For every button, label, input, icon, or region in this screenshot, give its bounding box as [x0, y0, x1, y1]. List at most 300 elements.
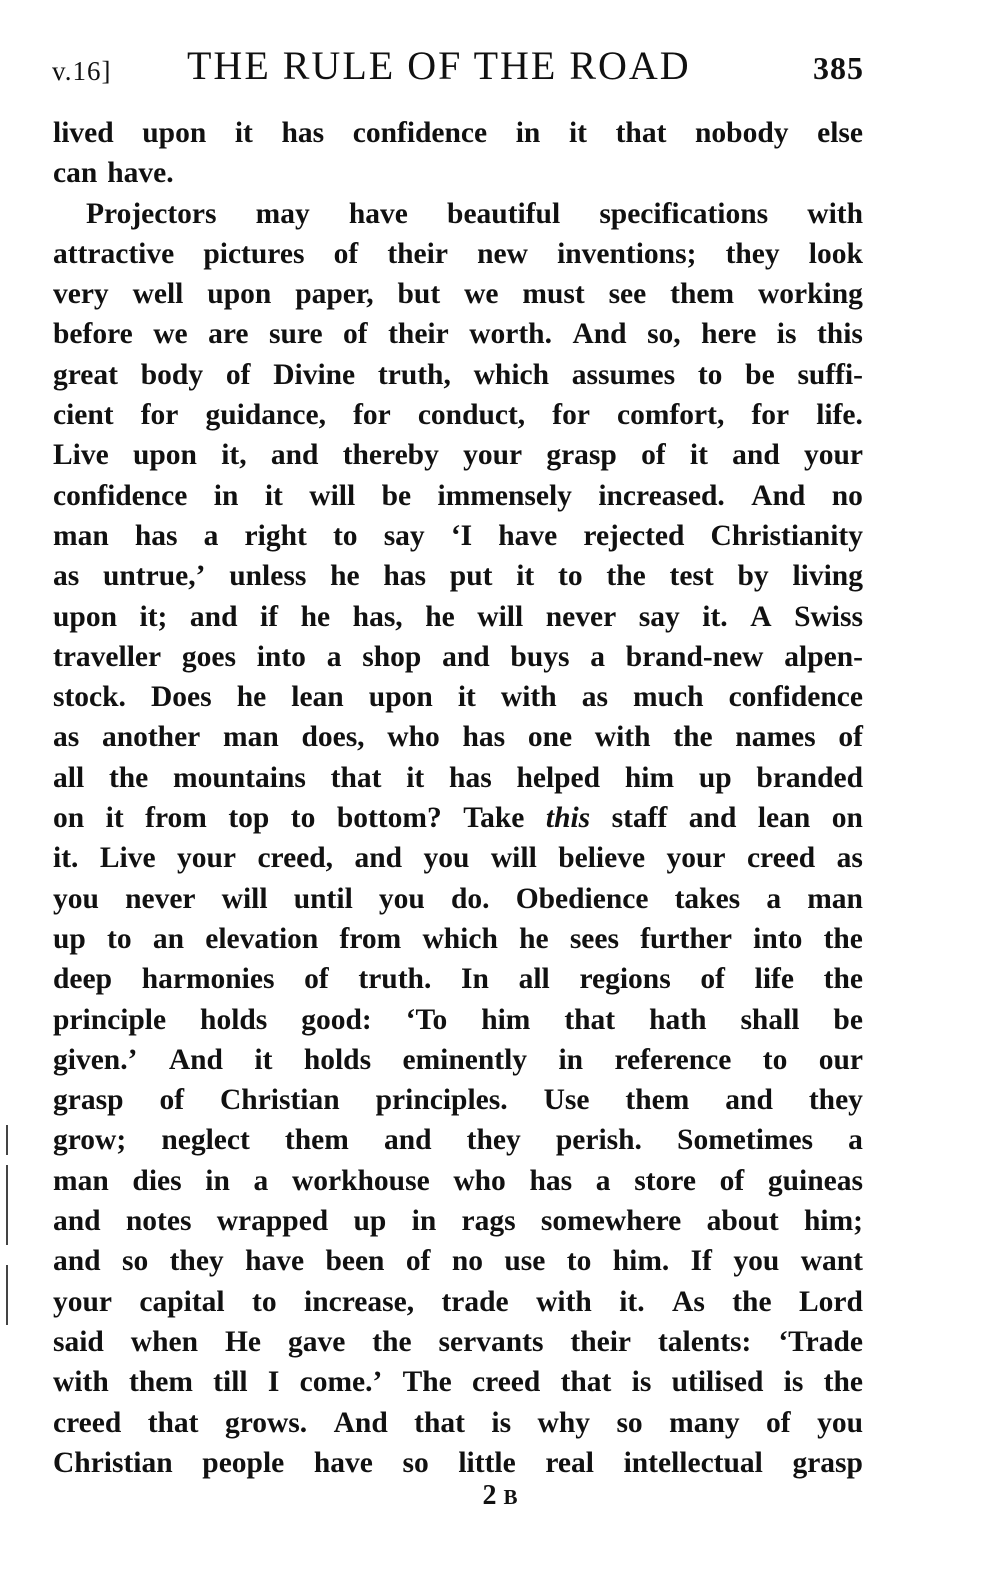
word: unless — [229, 560, 307, 593]
word: else — [817, 117, 863, 149]
word: said — [53, 1325, 104, 1358]
word: him; — [804, 1205, 863, 1238]
word: and — [53, 1205, 101, 1238]
word: say — [383, 519, 425, 552]
word: bottom? — [336, 802, 442, 835]
word: you — [378, 882, 425, 915]
word: and — [725, 1084, 773, 1117]
text-line — [53, 234, 863, 274]
word: increase, — [304, 1285, 415, 1318]
word: top — [228, 802, 270, 835]
word: have. — [107, 157, 174, 190]
word: the — [823, 963, 863, 996]
text-line — [53, 1161, 863, 1201]
word: I — [267, 1366, 280, 1399]
word: be — [381, 479, 412, 512]
word: is — [776, 318, 797, 351]
word: from — [145, 802, 207, 835]
word: confidence — [728, 681, 863, 714]
word: will — [490, 842, 537, 875]
word: the — [108, 761, 149, 794]
word: up — [53, 922, 86, 955]
word: capital — [139, 1285, 225, 1318]
word: takes — [674, 882, 741, 915]
word: that — [560, 1366, 612, 1399]
word: into — [753, 922, 803, 955]
word: given.’ — [53, 1043, 138, 1076]
word: which — [422, 922, 498, 955]
word: use — [504, 1245, 546, 1278]
word: very — [53, 278, 109, 311]
word: and — [53, 1245, 101, 1278]
word: a — [848, 1124, 863, 1157]
word: test — [669, 560, 714, 593]
word: it — [264, 479, 283, 512]
word: him — [624, 761, 675, 794]
word: may — [255, 197, 310, 230]
word: a — [326, 640, 342, 673]
text-line — [53, 798, 863, 838]
text-line — [53, 1362, 863, 1402]
word: confidence — [352, 117, 488, 149]
word: look — [808, 237, 863, 270]
word: can — [53, 157, 98, 190]
word: talents: — [657, 1325, 752, 1358]
word: to — [252, 1285, 277, 1318]
word: body — [140, 358, 204, 391]
text-line — [53, 637, 863, 677]
word: a — [595, 1164, 611, 1197]
word: grasp — [53, 1084, 124, 1117]
signature-letter: B — [503, 1485, 518, 1509]
word: a — [253, 1164, 269, 1197]
word: inventions; — [557, 237, 697, 270]
word: our — [818, 1043, 863, 1076]
word: by — [737, 560, 769, 593]
word: working — [757, 278, 863, 311]
word: well — [132, 278, 184, 311]
word: man — [223, 721, 279, 754]
word: is — [783, 1366, 804, 1399]
word: of — [333, 237, 359, 270]
word: lean — [291, 681, 344, 714]
word: elevation — [205, 922, 319, 955]
word: believe — [558, 842, 646, 875]
word: which — [473, 358, 550, 391]
word: to — [566, 1245, 592, 1278]
word: it — [568, 117, 587, 149]
word: them — [670, 278, 735, 311]
word: of — [405, 1245, 431, 1278]
word: one — [527, 721, 573, 754]
word: have — [498, 519, 558, 552]
word: so, — [647, 318, 681, 351]
word: and — [688, 802, 737, 835]
text-line — [53, 879, 863, 919]
word: utilised — [671, 1366, 764, 1399]
word: guidance, — [205, 399, 326, 432]
word: before — [53, 318, 133, 351]
word: has — [281, 117, 325, 149]
word: it; — [139, 600, 168, 633]
word: mountains — [173, 761, 306, 794]
word: cient — [53, 399, 114, 432]
word: you — [733, 1245, 780, 1278]
margin-mark — [6, 1165, 8, 1245]
word: you — [817, 1406, 863, 1439]
text-line — [53, 1241, 863, 1281]
word: with — [594, 721, 651, 754]
word: must — [522, 278, 585, 311]
text-line — [53, 194, 863, 234]
text-line — [53, 516, 863, 556]
margin-mark — [6, 1265, 8, 1325]
word: a — [766, 882, 782, 915]
word: in — [515, 117, 541, 149]
text-line — [53, 597, 863, 637]
word: grow; — [53, 1124, 127, 1157]
word: ‘To — [405, 1003, 448, 1036]
word: it — [516, 560, 535, 593]
word: as — [53, 560, 80, 593]
word: upon — [53, 600, 117, 633]
word: they — [725, 237, 780, 270]
word: intellectual — [623, 1446, 763, 1479]
word: confidence — [53, 479, 188, 512]
word: harmonies — [141, 963, 275, 996]
word: the — [823, 1366, 863, 1399]
word: buys — [510, 640, 570, 673]
word: who — [453, 1164, 506, 1197]
word: increased. — [598, 479, 725, 512]
word: do. — [451, 882, 490, 915]
word: an — [152, 922, 185, 955]
word: your — [666, 842, 726, 875]
word: him — [481, 1003, 531, 1036]
word: it — [234, 117, 253, 149]
word: you — [423, 842, 470, 875]
word: this — [816, 318, 863, 351]
word: on — [53, 802, 85, 835]
word: the — [732, 1285, 772, 1318]
word: traveller — [53, 640, 162, 673]
word: he — [330, 560, 360, 593]
text-line — [53, 395, 863, 435]
word: and — [270, 439, 319, 472]
word: guineas — [767, 1164, 863, 1197]
word: as — [581, 681, 608, 714]
word: goes — [181, 640, 236, 673]
word: in — [411, 1205, 437, 1238]
word: rags — [461, 1205, 516, 1238]
word: say — [638, 600, 680, 633]
word: thereby — [342, 439, 439, 472]
word: man — [53, 1164, 109, 1197]
text-line — [53, 1000, 863, 1040]
word: they — [808, 1084, 863, 1117]
word: a — [590, 640, 605, 673]
text-line — [53, 959, 863, 999]
word: until — [293, 882, 353, 915]
word: want — [800, 1245, 863, 1278]
word: up — [698, 761, 732, 794]
word: he — [519, 922, 549, 955]
word: As — [672, 1285, 705, 1318]
word: to — [290, 802, 316, 835]
word: somewhere — [540, 1205, 682, 1238]
word: for — [552, 399, 590, 432]
text-line — [53, 1322, 863, 1362]
word: you — [53, 882, 99, 915]
word: and — [189, 600, 238, 633]
word: upon — [132, 439, 197, 472]
word: store — [634, 1164, 696, 1197]
word: Lord — [798, 1285, 863, 1318]
word: shall — [740, 1003, 800, 1036]
text-line — [53, 677, 863, 717]
word: worth. — [469, 318, 552, 351]
word: of — [225, 358, 251, 391]
word: to — [107, 922, 132, 955]
word: as — [836, 842, 863, 875]
word: have — [313, 1446, 373, 1479]
word: so — [402, 1446, 429, 1479]
word: Take — [463, 802, 525, 835]
text-line — [53, 435, 863, 475]
word: And — [333, 1406, 388, 1439]
word: the — [673, 721, 713, 754]
word: helped — [516, 761, 601, 794]
word: of — [700, 963, 725, 996]
word: it — [457, 681, 476, 714]
word: that — [564, 1003, 616, 1036]
word: creed — [746, 842, 816, 875]
word: And — [572, 318, 627, 351]
word: is — [491, 1406, 512, 1439]
word: it — [254, 1043, 273, 1076]
word: and — [442, 640, 490, 673]
word: staff — [611, 802, 668, 835]
word: right — [244, 519, 307, 552]
word: he — [236, 681, 267, 714]
word: trade — [441, 1285, 509, 1318]
word: in — [558, 1043, 584, 1076]
word: will — [477, 600, 524, 633]
word: Projectors — [86, 197, 217, 230]
word: has, — [352, 600, 403, 633]
word: he — [300, 600, 331, 633]
word: wrapped — [216, 1205, 329, 1238]
word: beautiful — [447, 197, 561, 230]
word: ‘Trade — [778, 1325, 863, 1358]
word: to — [332, 519, 358, 552]
word: to — [558, 560, 583, 593]
word: does, — [301, 721, 365, 754]
word: another — [101, 721, 201, 754]
word: names — [735, 721, 816, 754]
word: be — [745, 358, 775, 391]
word: living — [792, 560, 863, 593]
word: and — [354, 842, 403, 875]
word: suffi- — [797, 358, 863, 391]
word: truth. — [358, 963, 432, 996]
word: ‘I — [450, 519, 473, 552]
word: of — [719, 1164, 745, 1197]
word: it — [689, 439, 708, 472]
word: be — [833, 1003, 863, 1036]
word: this — [545, 802, 591, 835]
text-line — [53, 1443, 863, 1483]
text-line — [53, 476, 863, 516]
word: they — [169, 1245, 224, 1278]
word: but — [397, 278, 441, 311]
word: hath — [649, 1003, 707, 1036]
word: that — [147, 1406, 199, 1439]
word: that — [414, 1406, 465, 1439]
word: grows. — [224, 1406, 308, 1439]
word: Live — [53, 439, 109, 472]
page-title: THE RULE OF THE ROAD — [187, 43, 691, 88]
word: servants — [438, 1325, 544, 1358]
word: and — [732, 439, 780, 472]
word: Sometimes — [677, 1124, 814, 1157]
text-line — [53, 355, 863, 395]
word: lived — [53, 117, 114, 149]
word: from — [339, 922, 402, 955]
text-line — [53, 1201, 863, 1241]
text-line — [53, 758, 863, 798]
text-line — [53, 1282, 863, 1322]
word: further — [640, 922, 732, 955]
word: the — [823, 922, 863, 955]
word: here — [701, 318, 757, 351]
word: all — [53, 761, 85, 794]
word: Christianity — [710, 519, 863, 552]
word: of — [159, 1084, 185, 1117]
word: are — [208, 318, 249, 351]
text-line — [53, 1120, 863, 1160]
word: the — [372, 1325, 412, 1358]
word: principle — [53, 1003, 167, 1036]
word: we — [464, 278, 499, 311]
word: it — [406, 761, 425, 794]
word: see — [608, 278, 647, 311]
word: conduct, — [417, 399, 526, 432]
word: has — [529, 1164, 573, 1197]
word: have — [245, 1245, 305, 1278]
text-line — [53, 838, 863, 878]
word: grasp — [792, 1446, 863, 1479]
word: holds — [303, 1043, 372, 1076]
signature-number: 2 — [482, 1480, 497, 1511]
text-line — [53, 113, 863, 153]
word: branded — [756, 761, 863, 794]
word: brand-new — [625, 640, 764, 673]
word: Divine — [273, 358, 356, 391]
word: their — [388, 318, 449, 351]
word: never — [545, 600, 617, 633]
word: good: — [301, 1003, 372, 1036]
word: it — [105, 802, 124, 835]
word: The — [402, 1366, 452, 1399]
word: with — [807, 197, 863, 230]
word: as — [53, 721, 80, 754]
word: shop — [362, 640, 422, 673]
word: sees — [569, 922, 619, 955]
word: gave — [287, 1325, 346, 1358]
text-line — [53, 314, 863, 354]
word: and — [383, 1124, 432, 1157]
word: attractive — [53, 237, 175, 270]
word: grasp — [546, 439, 617, 472]
word: little — [458, 1446, 516, 1479]
word: upon — [368, 681, 433, 714]
word: has — [134, 519, 178, 552]
word: it. — [702, 600, 728, 633]
word: on — [831, 802, 863, 835]
word: has — [462, 721, 506, 754]
word: never — [125, 882, 196, 915]
word: And — [168, 1043, 223, 1076]
word: that — [330, 761, 382, 794]
word: till — [213, 1366, 248, 1399]
word: great — [53, 358, 118, 391]
word: it. — [619, 1285, 645, 1318]
word: about — [706, 1205, 779, 1238]
word: In — [461, 963, 489, 996]
word: new — [477, 237, 528, 270]
word: man — [807, 882, 863, 915]
word: so — [121, 1245, 149, 1278]
word: workhouse — [291, 1164, 430, 1197]
word: to — [697, 358, 723, 391]
word: your — [463, 439, 523, 472]
word: assumes — [571, 358, 676, 391]
word: of — [304, 963, 329, 996]
word: for — [751, 399, 790, 432]
word: no — [831, 479, 863, 512]
text-line — [53, 1080, 863, 1120]
word: truth, — [377, 358, 451, 391]
word: life. — [816, 399, 863, 432]
word: many — [669, 1406, 740, 1439]
text-line — [53, 153, 863, 193]
word: their — [387, 237, 448, 270]
word: is — [631, 1366, 652, 1399]
word: Swiss — [794, 600, 863, 633]
word: nobody — [695, 117, 789, 149]
word: of — [641, 439, 666, 472]
word: your — [177, 842, 236, 875]
word: it. — [53, 842, 79, 875]
word: so — [616, 1406, 643, 1439]
word: creed, — [257, 842, 334, 875]
word: in — [213, 479, 239, 512]
word: creed — [53, 1406, 122, 1439]
word: comfort, — [617, 399, 725, 432]
word: of — [343, 318, 368, 351]
word: to — [762, 1043, 788, 1076]
word: they — [466, 1124, 521, 1157]
word: no — [451, 1245, 483, 1278]
word: your — [53, 1285, 112, 1318]
signature-mark — [0, 1480, 1000, 1512]
word: when — [130, 1325, 199, 1358]
word: them — [284, 1124, 349, 1157]
word: life — [754, 963, 794, 996]
word: of — [766, 1406, 791, 1439]
word: in — [205, 1164, 230, 1197]
